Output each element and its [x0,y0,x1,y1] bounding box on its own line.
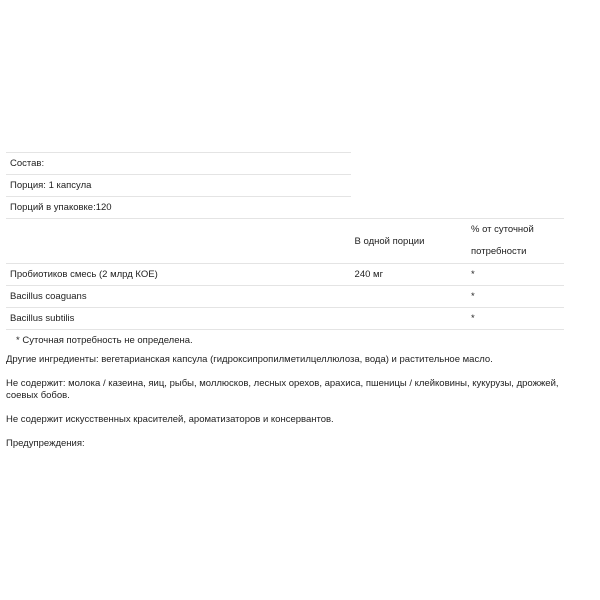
ingredient-amount: 240 мг [351,264,467,286]
ingredient-dv: * [467,308,564,330]
daily-value-header-line1: % от суточной [471,224,534,235]
footnote-row [6,330,564,352]
ingredient-name: Bacillus subtilis [6,308,351,330]
warnings-heading: Предупреждения: [6,438,85,449]
serving-size-row [6,175,564,197]
serving-size: Порция: 1 капсула [6,175,351,197]
other-ingredients: Другие ингредиенты: вегетарианская капсула (гидроксипропилметилцеллюлоза, вода) и растительное масло. [6,354,493,365]
column-header-row [6,219,564,264]
amount-per-serving-header: В одной порции [351,219,467,264]
table-row [6,286,564,308]
does-not-contain: Не содержит: молока / казеина, яиц, рыбы, моллюсков, лесных орехов, арахиса, пшеницы / клейковины, кукурузы, дрожжей, соевых бобов. [6,378,559,401]
ingredient-amount [351,286,467,308]
ingredient-dv: * [467,264,564,286]
servings-per-container: Порций в упаковке:120 [6,197,351,219]
servings-per-container-row [6,197,564,219]
ingredient-amount [351,308,467,330]
supplement-facts-table [6,152,564,351]
notes-section [6,354,586,462]
table-row [6,264,564,286]
daily-value-header-line2: потребности [471,246,527,257]
ingredient-dv: * [467,286,564,308]
composition-label: Состав: [6,153,351,175]
table-row [6,308,564,330]
ingredient-name: Bacillus coaguans [6,286,351,308]
composition-row [6,153,564,175]
ingredient-name: Пробиотиков смесь (2 млрд КОЕ) [6,264,351,286]
daily-value-header [467,219,564,264]
no-additives: Не содержит искусственных красителей, ароматизаторов и консервантов. [6,414,334,425]
footnote: * Суточная потребность не определена. [6,330,564,352]
